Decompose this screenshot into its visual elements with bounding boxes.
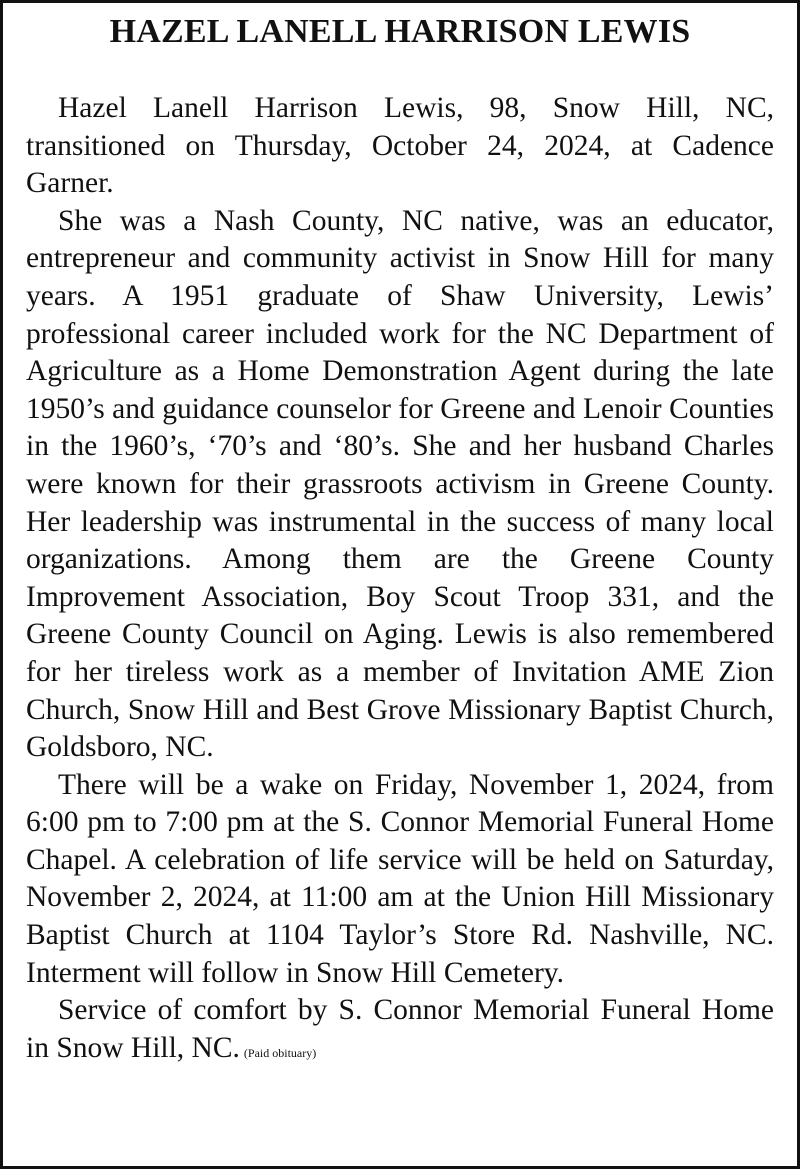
paid-obituary-note: (Paid obituary) [243,1045,317,1060]
obituary-body [26,90,774,1067]
paragraph-biography: She was a Nash County, NC native, was an educator, entrepreneur and community activist in Snow Hill for many years. A 1951 graduate of Shaw University, Lewis’ professional career included work for the NC Department of Agriculture as a Home Demonstration Agent during the late 1950’s and guidance counselor for Greene and Lenoir Counties in the 1960’s, ‘70’s and ‘80’s. She and her husband Charles were known for their grassroots activism in Greene County. Her leadership was instrumental in the success of many local organizations. Among them are the Greene County Improvement Association, Boy Scout Troop 331, and the Greene County Council on Aging. Lewis is also remembered for her tireless work as a member of Invitation AME Zion Church, Snow Hill and Best Grove Missionary Baptist Church, Goldsboro, NC. [26,204,774,764]
paragraph-service-of-comfort [26,992,774,1067]
paragraph-services: There will be a wake on Friday, November 1, 2024, from 6:00 pm to 7:00 pm at the S. Connor Memorial Funeral Home Chapel. A celebration of life service will be held on Saturday, November 2, 2024, at 11:00 am at the Union Hill Missionary Baptist Church at 1104 Taylor’s Store Rd. Nashville, NC. Interment will follow in Snow Hill Cemetery. [26,768,774,989]
service-of-comfort-text: Service of comfort by S. Connor Memorial Funeral Home in Snow Hill, NC. [26,994,774,1064]
paragraph-announcement: Hazel Lanell Harrison Lewis, 98, Snow Hill, NC, transitioned on Thursday, October 24, 2024, at Cadence Garner. [26,92,774,200]
obituary-title: HAZEL LANELL HARRISON LEWIS [109,13,691,50]
obituary-content [26,8,774,1067]
